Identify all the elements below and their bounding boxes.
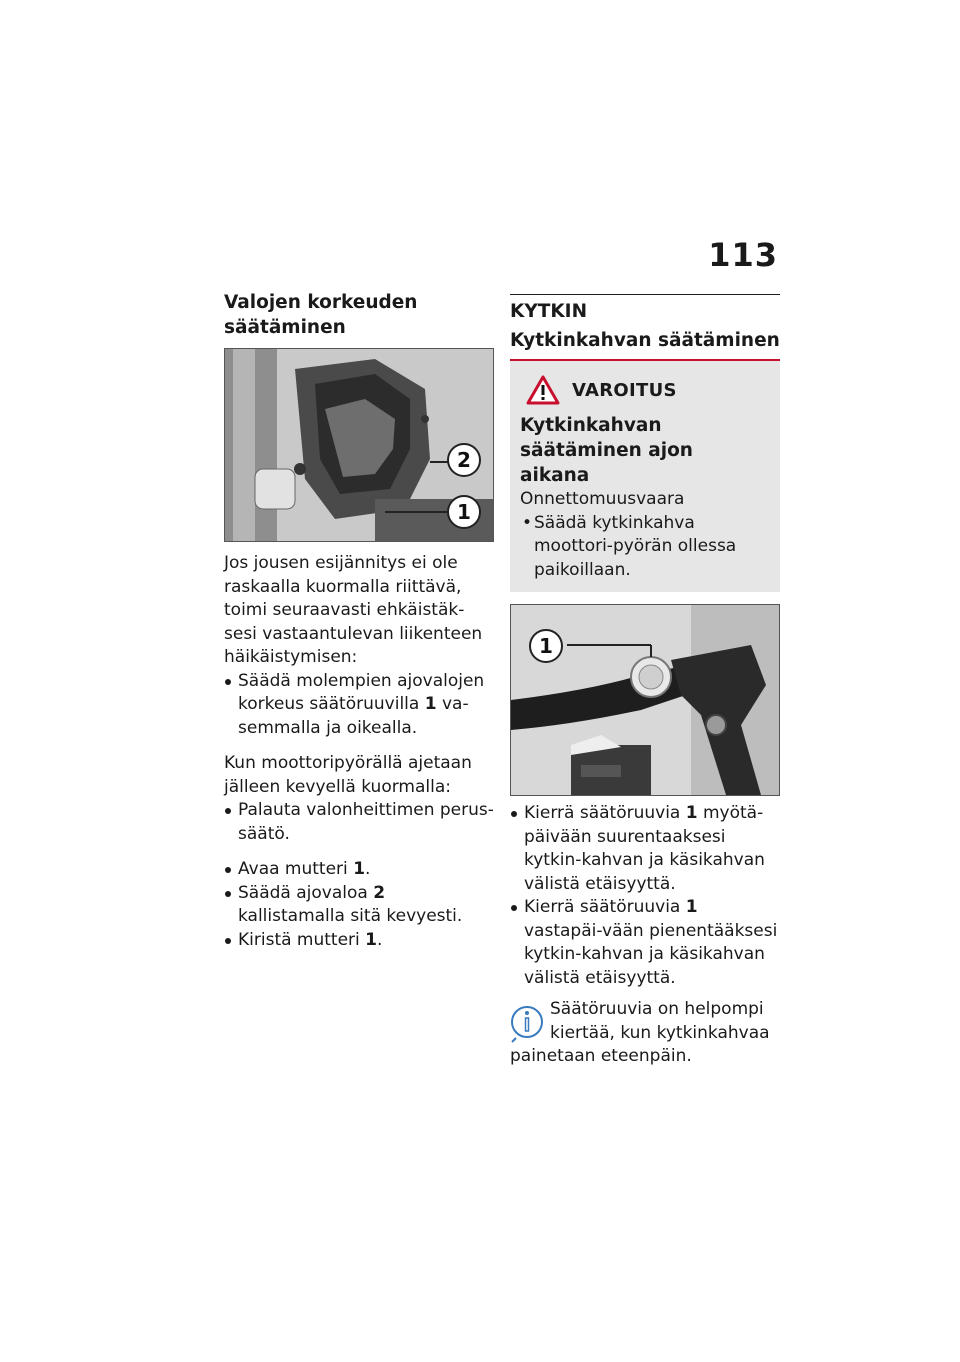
headlight-figure	[224, 348, 494, 542]
clutch-lever-figure	[510, 604, 780, 796]
list-item: Kiristä mutteri 1.	[224, 929, 494, 953]
warning-hazard: Onnettomuusvaara	[520, 489, 685, 509]
list-item: Kierrä säätöruuvia 1 myötä-päivään suurentaaksesi kytkin-kahvan ja käsikahvan välistä etäisyyttä.	[510, 802, 780, 896]
page-number: 113	[708, 236, 778, 274]
warning-box	[510, 361, 780, 592]
callout-1: 1	[529, 629, 563, 663]
clutch-bullets	[510, 802, 780, 990]
list-item: • Säädä kytkinkahva moottori-pyörän ollessa paikoillaan.	[520, 512, 770, 583]
light-load-paragraph: Kun moottoripyörällä ajetaan jälleen kevyellä kuormalla:	[224, 753, 472, 797]
list-item: Palauta valonheittimen perus-säätö.	[224, 799, 494, 846]
headlight-adjust-heading: Valojen korkeuden säätäminen	[224, 292, 418, 338]
warning-bullets	[520, 512, 770, 583]
right-column	[510, 294, 780, 1069]
list-item: Säädä molempien ajovalojen korkeus säätöruuvilla 1 va-semmalla ja oikealla.	[224, 670, 494, 741]
list-item: Avaa mutteri 1.	[224, 858, 494, 882]
bullet-list-3	[224, 858, 494, 952]
list-item: Kierrä säätöruuvia 1 vastapäi-vään pienentääksesi kytkin-kahvan ja käsikahvan välistä etäisyyttä.	[510, 896, 780, 990]
section-title: KYTKIN	[510, 301, 588, 322]
warning-title: Kytkinkahvan säätäminen ajon aikana	[520, 415, 693, 486]
info-note-continued: painetaan eteenpäin.	[510, 1046, 692, 1066]
list-item: Säädä ajovaloa 2 kallistamalla sitä kevyesti.	[224, 882, 494, 929]
warning-triangle-icon	[526, 375, 560, 405]
warning-label: VAROITUS	[572, 379, 677, 401]
info-note	[510, 998, 780, 1045]
bullet-list-2	[224, 799, 494, 846]
clutch-adjust-heading: Kytkinkahvan säätäminen	[510, 330, 780, 351]
callout-1: 1	[447, 495, 481, 529]
preload-paragraph: Jos jousen esijännitys ei ole raskaalla kuormalla riittävä, toimi seuraavasti ehkäistäk-sesi vastaantulevan liikenteen häikäistymisen:	[224, 553, 483, 667]
info-note-text: Säätöruuvia on helpompi kiertää, kun kytkinkahvaa	[550, 999, 770, 1043]
info-icon	[510, 1000, 546, 1044]
section-rule	[510, 294, 780, 295]
callout-2: 2	[447, 443, 481, 477]
bullet-list-1	[224, 670, 494, 741]
left-column	[224, 290, 494, 952]
